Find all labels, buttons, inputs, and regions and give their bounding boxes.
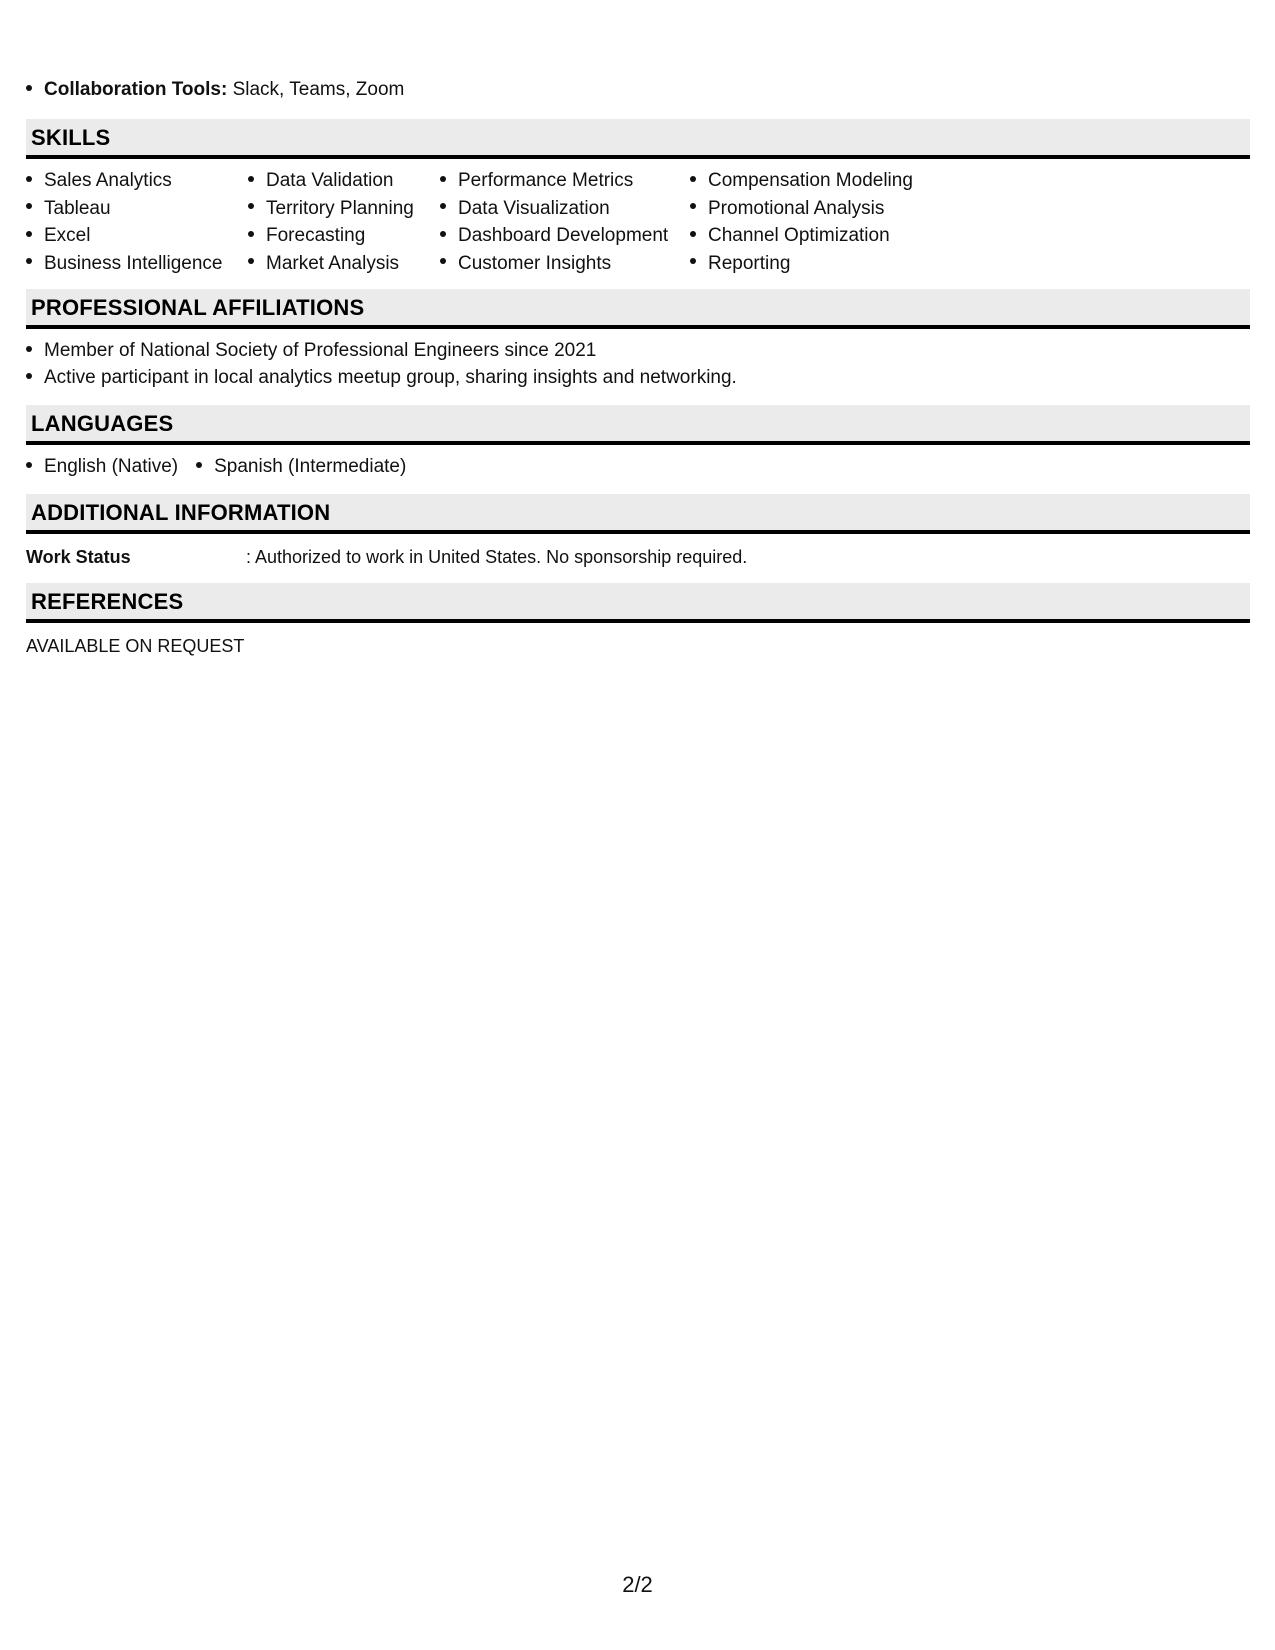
- additional-info-section-header: [26, 494, 1250, 534]
- skill-item: Tableau: [26, 197, 223, 225]
- languages-list: [26, 455, 424, 479]
- page-number: 2/2: [622, 1572, 653, 1597]
- list-item: Member of National Society of Professional Engineers since 2021: [26, 339, 737, 366]
- additional-info-title: ADDITIONAL INFORMATION: [31, 500, 331, 525]
- affiliations-list: [26, 339, 737, 393]
- bullet-icon: [26, 176, 32, 182]
- skill-item: Promotional Analysis: [690, 197, 913, 225]
- skills-title: SKILLS: [31, 125, 111, 150]
- bullet-icon: [690, 258, 696, 264]
- affiliations-title: PROFESSIONAL AFFILIATIONS: [31, 295, 365, 320]
- skill-item: Data Visualization: [440, 197, 668, 225]
- skill-item: Business Intelligence: [26, 252, 223, 280]
- bullet-icon: [196, 462, 202, 468]
- skills-column-3: [440, 169, 668, 279]
- bullet-icon: [26, 462, 32, 468]
- skills-grid: [26, 169, 1250, 279]
- bullet-icon: [440, 203, 446, 209]
- work-status-value: : Authorized to work in United States. No sponsorship required.: [246, 547, 748, 567]
- bullet-icon: [248, 203, 254, 209]
- language-item: Spanish (Intermediate): [196, 455, 406, 479]
- skill-item: Performance Metrics: [440, 169, 668, 197]
- skills-section-header: [26, 119, 1250, 159]
- skill-item: Sales Analytics: [26, 169, 223, 197]
- references-title: REFERENCES: [31, 589, 184, 614]
- skills-column-4: [690, 169, 913, 279]
- collaboration-tools-value: Slack, Teams, Zoom: [227, 79, 405, 100]
- language-item: English (Native): [26, 455, 178, 479]
- bullet-icon: [26, 203, 32, 209]
- bullet-icon: [690, 176, 696, 182]
- bullet-icon: [26, 258, 32, 264]
- bullet-icon: [248, 258, 254, 264]
- skill-item: Forecasting: [248, 224, 414, 252]
- bullet-icon: [26, 85, 32, 91]
- bullet-icon: [690, 203, 696, 209]
- skill-item: Compensation Modeling: [690, 169, 913, 197]
- skill-item: Reporting: [690, 252, 913, 280]
- skills-column-2: [248, 169, 414, 279]
- skill-item: Territory Planning: [248, 197, 414, 225]
- languages-section-header: [26, 405, 1250, 445]
- bullet-icon: [248, 231, 254, 237]
- bullet-icon: [440, 231, 446, 237]
- bullet-icon: [26, 373, 32, 379]
- skill-item: Customer Insights: [440, 252, 668, 280]
- skill-item: Dashboard Development: [440, 224, 668, 252]
- skill-item: Data Validation: [248, 169, 414, 197]
- skill-item: Excel: [26, 224, 223, 252]
- bullet-icon: [440, 258, 446, 264]
- bullet-icon: [440, 176, 446, 182]
- languages-title: LANGUAGES: [31, 411, 174, 436]
- skill-item: Channel Optimization: [690, 224, 913, 252]
- collaboration-tools-label: Collaboration Tools:: [44, 79, 228, 100]
- references-text: AVAILABLE ON REQUEST: [26, 636, 245, 656]
- bullet-icon: [26, 231, 32, 237]
- bullet-icon: [690, 231, 696, 237]
- skills-column-1: [26, 169, 223, 279]
- bullet-icon: [26, 346, 32, 352]
- list-item: Active participant in local analytics meetup group, sharing insights and networking.: [26, 366, 737, 393]
- affiliations-section-header: [26, 289, 1250, 329]
- skill-item: Market Analysis: [248, 252, 414, 280]
- work-status-label: Work Status: [26, 547, 131, 567]
- collaboration-tools-item: [26, 78, 404, 102]
- bullet-icon: [248, 176, 254, 182]
- references-section-header: [26, 583, 1250, 623]
